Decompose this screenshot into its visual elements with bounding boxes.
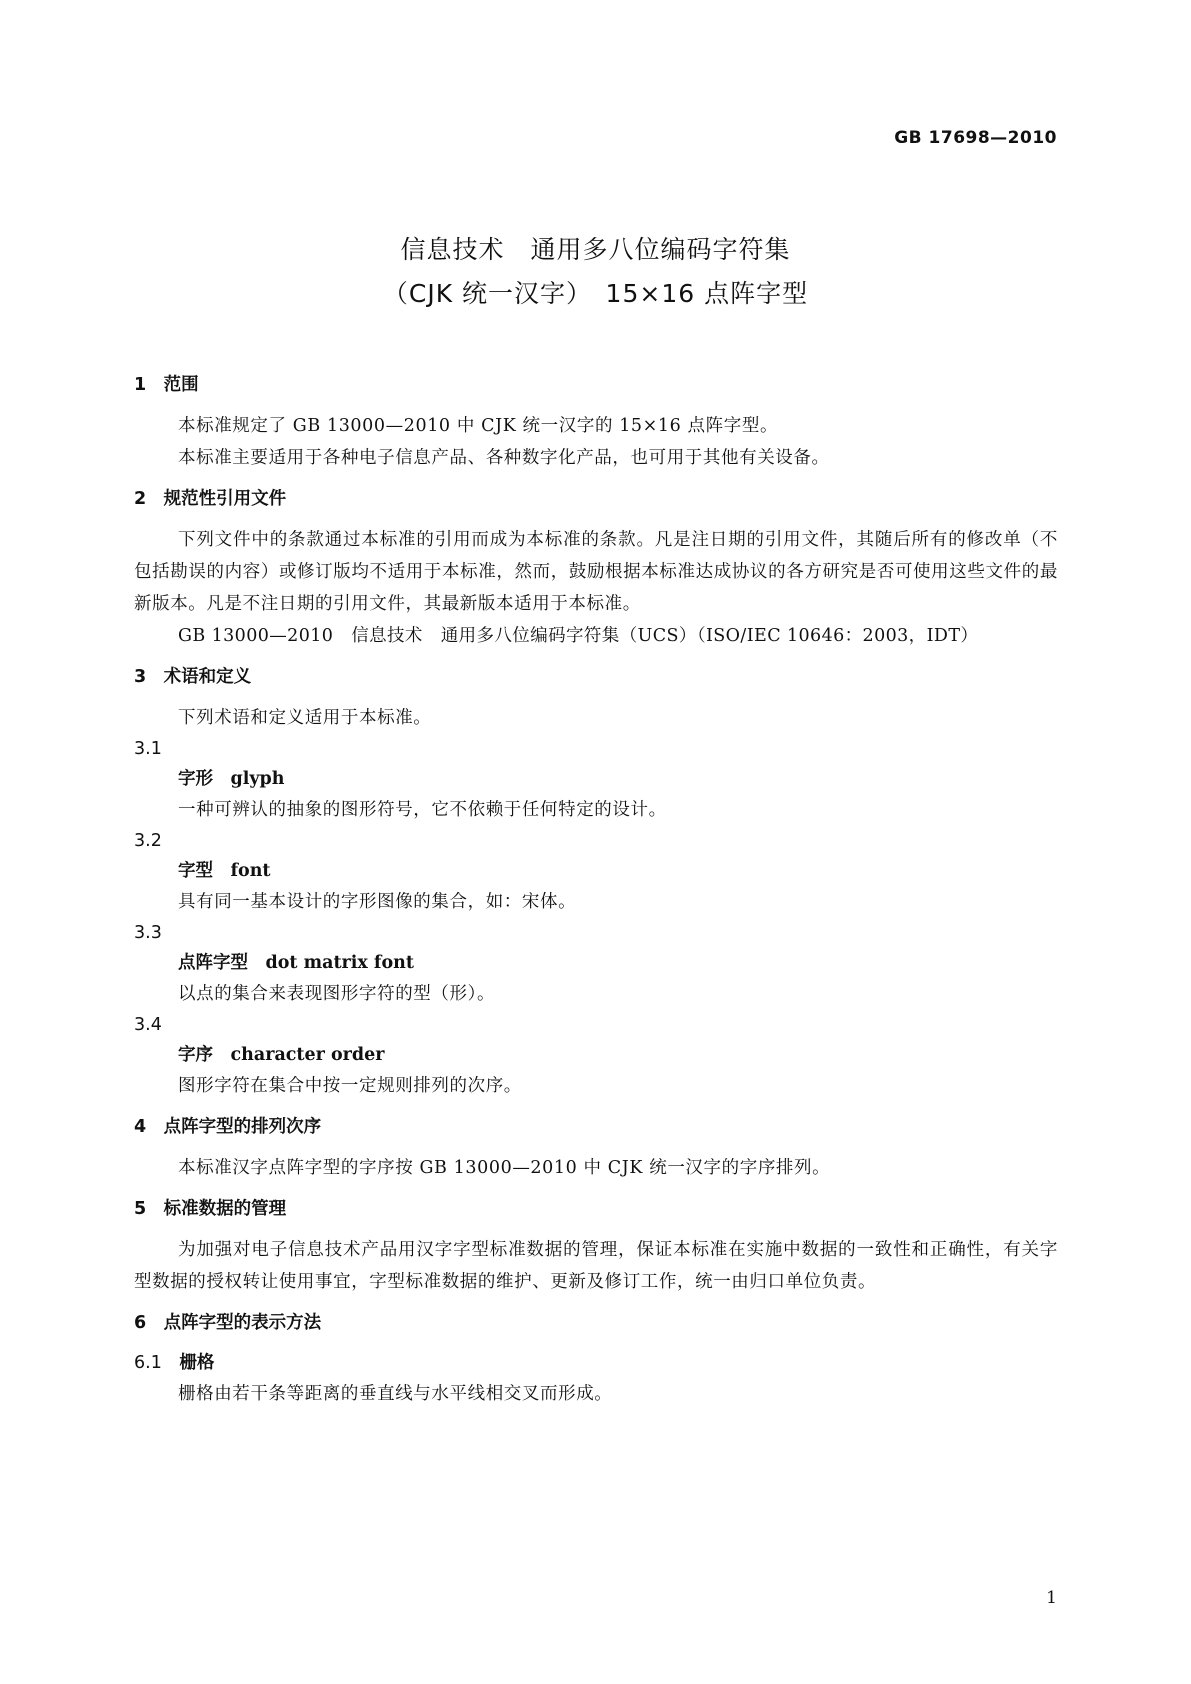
section-5-para-1: 为加强对电子信息技术产品用汉字字型标准数据的管理，保证本标准在实施中数据的一致性和正确性，有关字型数据的授权转让使用事宜，字型标准数据的维护、更新及修订工作，统一由归口单位负责。 (134, 1240, 1058, 1292)
term-3-1-number: 3.1 (134, 739, 162, 759)
section-1-heading: 1 范围 (134, 375, 199, 395)
term-3-2-title: 字型 font (178, 861, 271, 881)
section-4-heading: 4 点阵字型的排列次序 (134, 1117, 322, 1137)
subsection-6-1-title: 栅格 (179, 1353, 215, 1373)
term-3-1-definition: 一种可辨认的抽象的图形符号，它不依赖于任何特定的设计。 (178, 800, 667, 820)
standard-code: GB 17698—2010 (894, 128, 1057, 148)
term-3-3-title: 点阵字型 dot matrix font (178, 953, 414, 973)
section-1-para-1: 本标准规定了 GB 13000—2010 中 CJK 统一汉字的 15×16 点阵字型。 (178, 416, 779, 436)
term-3-4-title: 字序 character order (178, 1045, 385, 1065)
document-body (134, 370, 1058, 1410)
section-2-para-1: 下列文件中的条款通过本标准的引用而成为本标准的条款。凡是注日期的引用文件，其随后所有的修改单（不包括勘误的内容）或修订版均不适用于本标准，然而，鼓励根据本标准达成协议的各方研究是否可使用这些文件的最新版本。凡是不注日期的引用文件，其最新版本适用于本标准。 (134, 530, 1058, 614)
term-3-4-number: 3.4 (134, 1015, 162, 1035)
term-3-3-definition: 以点的集合来表现图形字符的型（形）。 (178, 984, 496, 1004)
section-2-reference: GB 13000—2010 信息技术 通用多八位编码字符集（UCS）（ISO/IEC 10646：2003，IDT） (178, 626, 979, 646)
term-3-3-number: 3.3 (134, 923, 162, 943)
subsection-6-1-number: 6.1 (134, 1353, 162, 1373)
term-3-4-definition: 图形字符在集合中按一定规则排列的次序。 (178, 1076, 522, 1096)
section-4-para-1: 本标准汉字点阵字型的字序按 GB 13000—2010 中 CJK 统一汉字的字序排列。 (178, 1158, 831, 1178)
page-number: 1 (1046, 1588, 1057, 1608)
section-5-heading: 5 标准数据的管理 (134, 1199, 287, 1219)
section-3-heading: 3 术语和定义 (134, 667, 252, 687)
term-3-1-title: 字形 glyph (178, 769, 285, 789)
section-6-1-para-1: 栅格由若干条等距离的垂直线与水平线相交叉而形成。 (178, 1384, 613, 1404)
term-3-2-number: 3.2 (134, 831, 162, 851)
section-1-para-2: 本标准主要适用于各种电子信息产品、各种数字化产品，也可用于其他有关设备。 (178, 448, 830, 468)
document-title (0, 228, 1191, 316)
title-line-2: （CJK 统一汉字） 15×16 点阵字型 (382, 279, 809, 308)
section-2-heading: 2 规范性引用文件 (134, 489, 287, 509)
term-3-2-definition: 具有同一基本设计的字形图像的集合，如：宋体。 (178, 892, 577, 912)
section-6-heading: 6 点阵字型的表示方法 (134, 1313, 322, 1333)
subsection-6-1-heading (134, 1348, 1058, 1378)
section-3-intro: 下列术语和定义适用于本标准。 (178, 708, 432, 728)
title-line-1: 信息技术 通用多八位编码字符集 (400, 235, 791, 264)
